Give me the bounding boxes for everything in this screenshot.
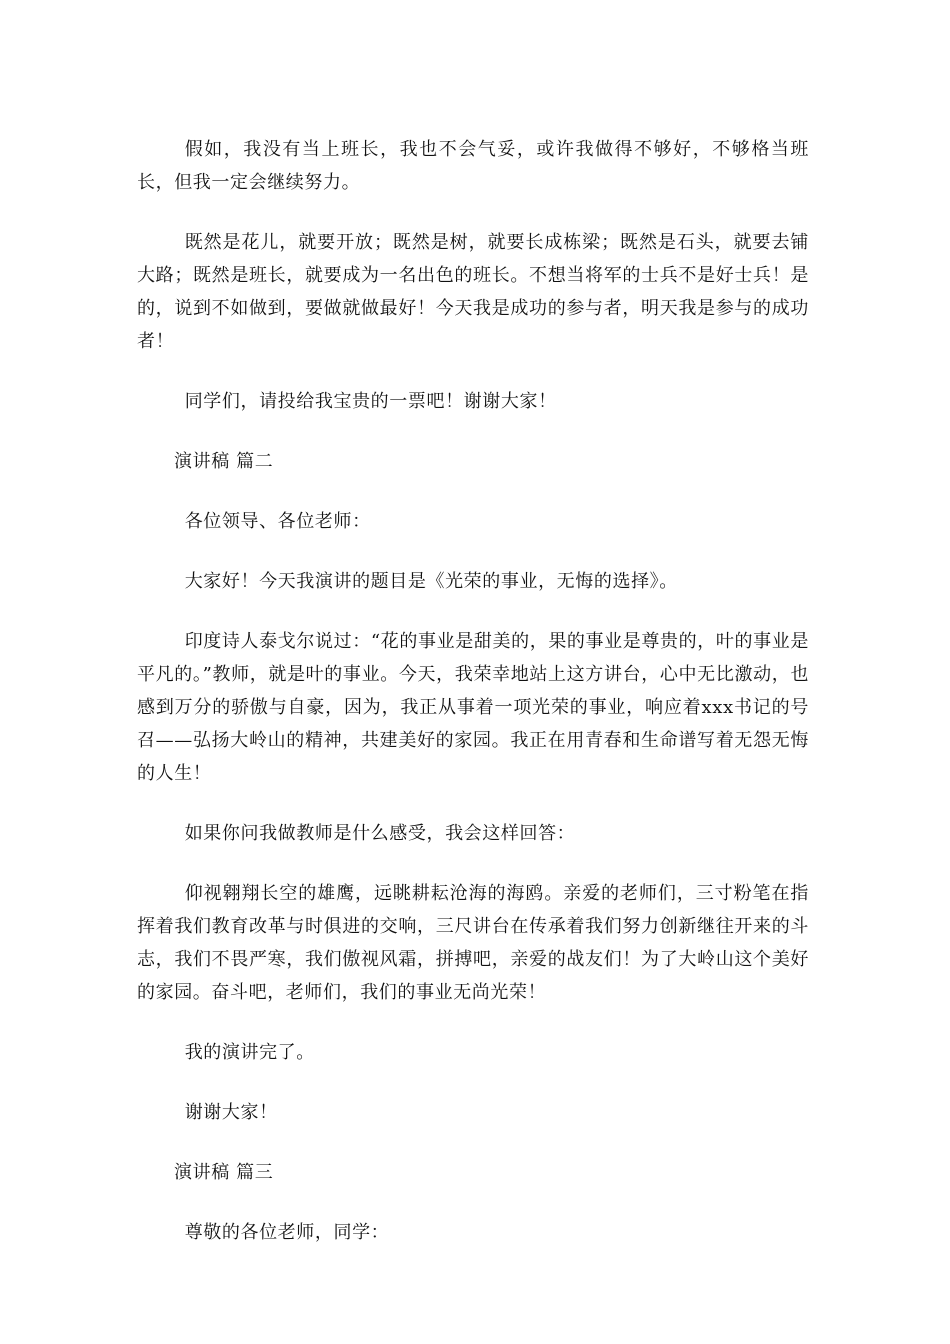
paragraph: 假如，我没有当上班长，我也不会气妥，或许我做得不够好，不够格当班长，但我一定会继续努力。: [137, 139, 809, 193]
salutation: 各位领导、各位老师：: [184, 511, 371, 532]
paragraph: 既然是花儿，就要开放；既然是树，就要长成栋梁；既然是石头，就要去铺大路；既然是班长，就要成为一名出色的班长。不想当将军的士兵不是好士兵！是的，说到不如做到，要做就做最好！今天我是成功的参与者，明天我是参与的成功者！: [137, 232, 809, 352]
paragraph: 大家好！今天我演讲的题目是《光荣的事业，无悔的选择》。: [184, 571, 678, 592]
paragraph: 仰视翱翔长空的雄鹰，远眺耕耘沧海的海鸥。亲爱的老师们，三寸粉笔在指挥着我们教育改革与时俱进的交响，三尺讲台在传承着我们努力创新继往开来的斗志，我们不畏严寒，我们傲视风霜，拼搏吧，亲爱的战友们！为了大岭山这个美好的家园。奋斗吧，老师们，我们的事业无尚光荣！: [137, 883, 809, 1003]
section-heading: 演讲稿 篇三: [174, 1162, 274, 1183]
document-body: [137, 133, 809, 1276]
paragraph: 同学们，请投给我宝贵的一票吧！谢谢大家！: [184, 391, 557, 412]
paragraph: 如果你问我做教师是什么感受，我会这样回答：: [184, 823, 576, 844]
section-heading: 演讲稿 篇二: [174, 451, 274, 472]
paragraph: 印度诗人泰戈尔说过：“花的事业是甜美的，果的事业是尊贵的，叶的事业是平凡的。”教师，就是叶的事业。今天，我荣幸地站上这方讲台，心中无比激动，也感到万分的骄傲与自豪，因为，我正从事着一项光荣的事业，响应着xxx书记的号召——弘扬大岭山的精神，共建美好的家园。我正在用青春和生命谱写着无怨无悔的人生！: [137, 631, 809, 784]
paragraph: 我的演讲完了。: [184, 1042, 315, 1063]
paragraph: 谢谢大家！: [184, 1102, 278, 1123]
salutation: 尊敬的各位老师，同学：: [184, 1222, 390, 1243]
